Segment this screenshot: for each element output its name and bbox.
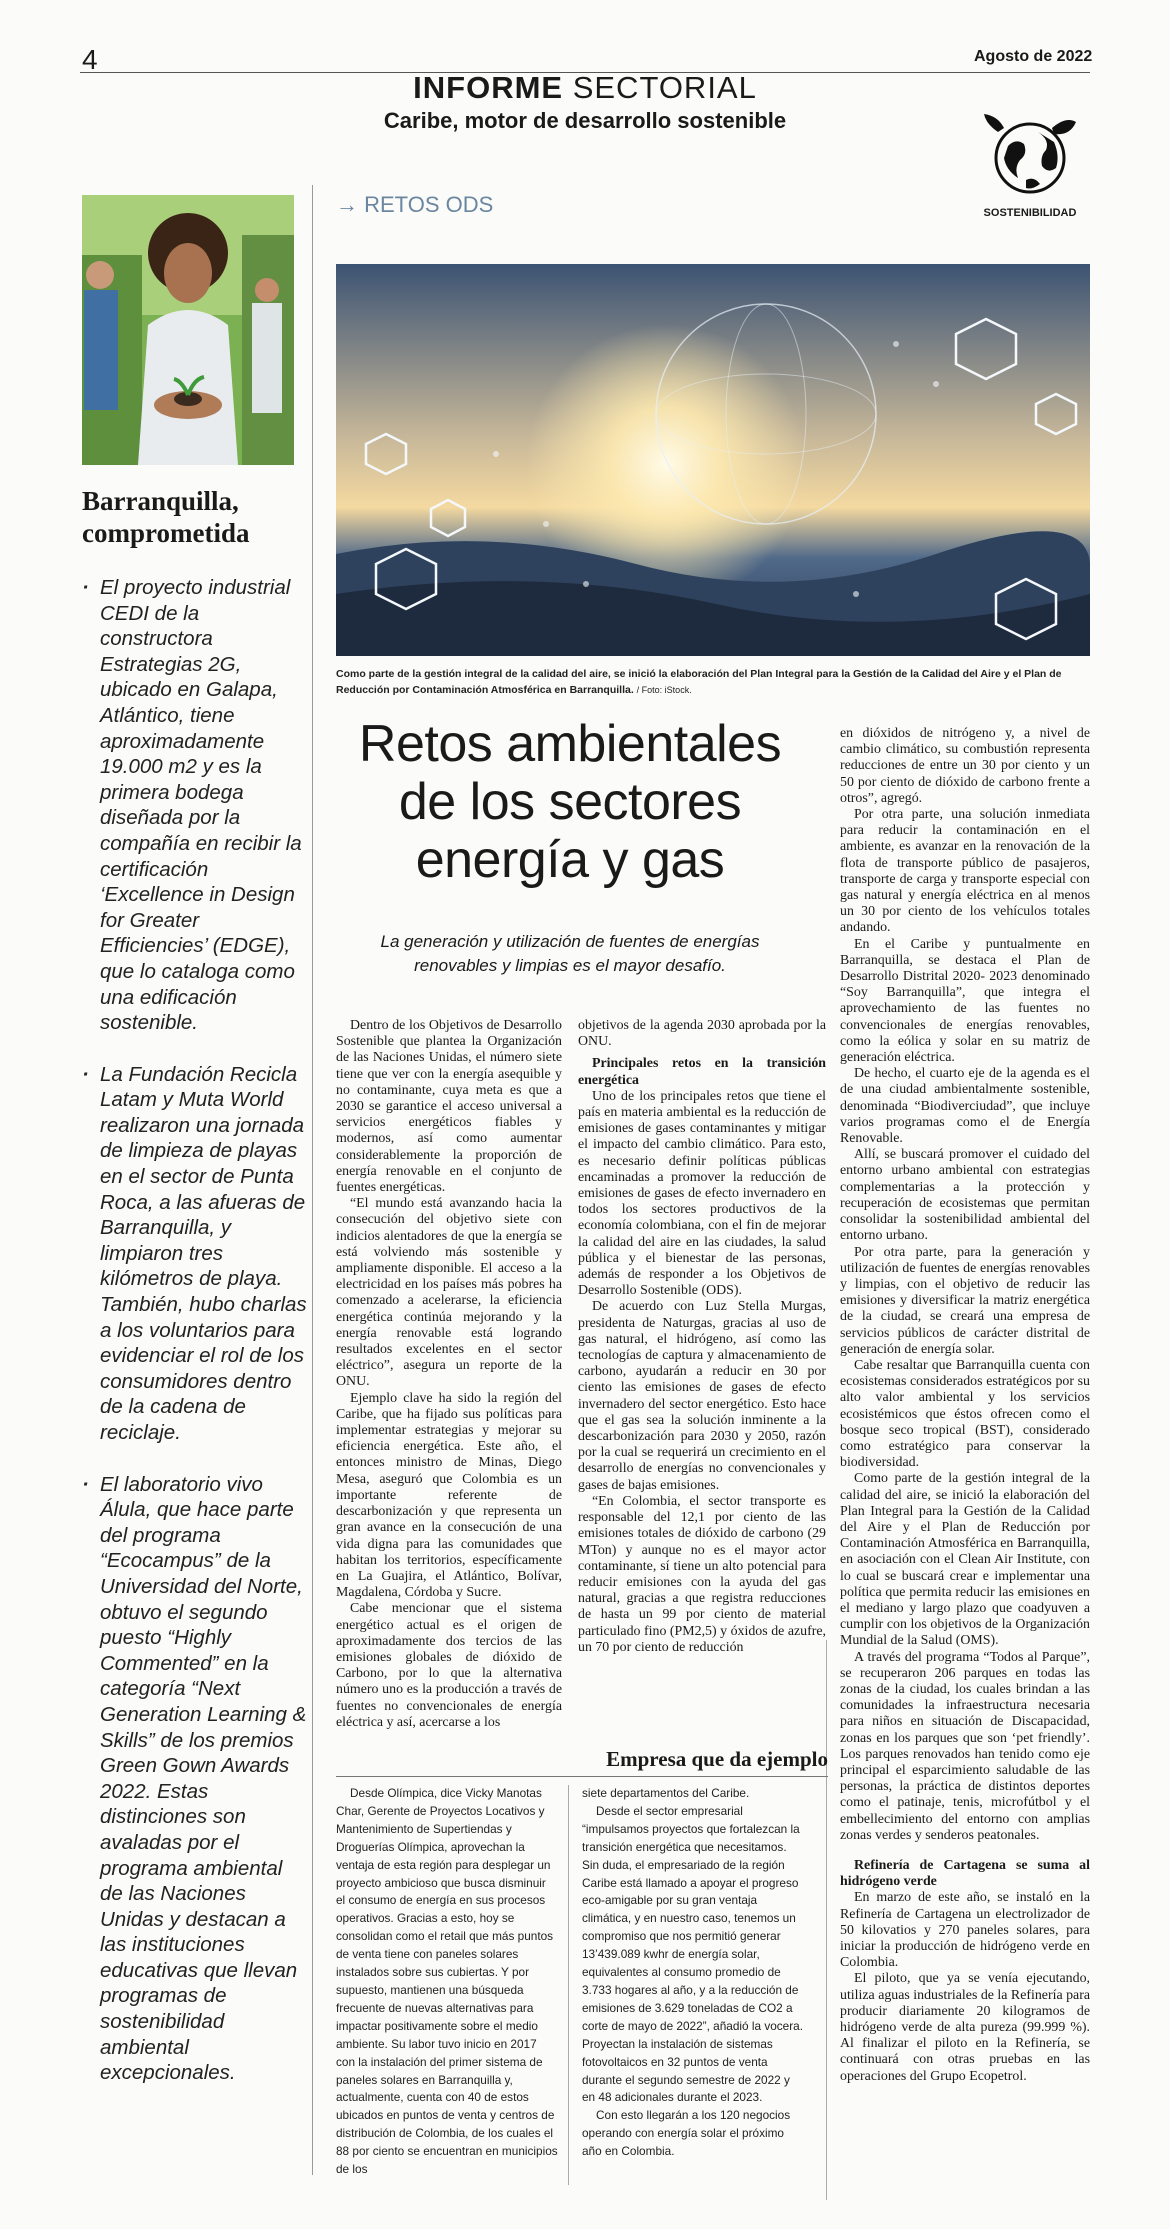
paragraph: Desde el sector empresarial “impulsamos proyectos que fortalezcan la transición energética que necesitamos. Sin duda, el empresariado de la región Caribe está llamado a apoyar el progreso eco-amigable por su gran ventaja climática, y en nuestro caso, tenemos un compromiso que nos permitió generar 13’439.089 kwhr de energía solar, equivalentes al consumo promedio de 3.733 hogares al año, y a la reducción de emisiones de 3.629 toneladas de CO2 a corte de mayo de 2022”, añadió la vocera. Proyectan la instalación de sistemas fotovoltaicos en 32 puntos de venta durante el segundo semestre de 2022 y en 48 adicionales durante el 2023. [582,1803,804,2105]
paragraph: Con esto llegarán a los 120 negocios operando con energía solar el próximo año en Colombia. [582,2108,791,2159]
box-rule [336,1776,828,1777]
main-photo [336,264,1090,656]
sidebar-photo [82,195,294,465]
paragraph: De hecho, el cuarto eje de la agenda es el de una ciudad ambientalmente sostenible, denominada “Biodiverciudad”, que incluye varios programas como el de Energía Renovable. [840,1066,1090,1147]
issue-date: Agosto de 2022 [974,48,1093,65]
sidebar-item: · El laboratorio vivo Álula, que hace parte del programa “Ecocampus” de la Universidad del Norte, obtuvo el segundo puesto “Highly Commented” en la categoría “Next Generation Learning & Skills” de los premios Green Gown Awards 2022. Estas distinciones son avaladas por el programa ambiental de las Naciones Unidas y destacan a las instituciones educativas que llevan programas de sostenibilidad ambiental excepcionales. [82,1472,310,2086]
paragraph: Ejemplo clave ha sido la región del Caribe, que ha fijado sus políticas para implementar estrategias y mejorar su eficiencia energética. Este año, el entonces ministro de Minas, Diego Mesa, aseguró que Colombia es un importante referente de descarbonización y que representa un gran avance en la consecución de una vida digna para las comunidades que habitan los territorios, específicamente en La Guajira, el Atlántico, Bolívar, Magdalena, Córdoba y Sucre. [336,1390,562,1601]
paragraph: en dióxidos de nitrógeno y, a nivel de cambio climático, su combustión representa reducciones de entre un 30 por ciento y un 50 por ciento de dióxido de carbono frente a otros”, agregó. [840,726,1090,806]
paragraph: En el Caribe y puntualmente en Barranquilla, se destaca el Plan de Desarrollo Distrital 2020- 2023 denominado “Soy Barranquilla”, que integra el aprovechamiento de las fuentes no convencionales de energías renovables, como la eólica y solar en su matriz de generación eléctrica. [840,936,1090,1066]
article-column-3 [840,726,1090,2206]
section-title [0,70,1170,106]
article-kicker: → RETOS ODS [336,192,494,217]
sidebar-item: · El proyecto industrial CEDI de la constructora Estrategias 2G, ubicado en Galapa, Atlántico, tiene aproximadamente 19.000 m2 y es la primera bodega diseñada por la compañía en recibir la certificación ‘Excellence in Design for Greater Efficiencies’ (EDGE), que lo cataloga como una edificación sostenible. [82,575,310,1036]
earth-leaf-icon [980,110,1080,200]
paragraph: “El mundo está avanzando hacia la consecución del objetivo siete con indicios alentadores de que la energía se está volviendo más sostenible y ampliamente disponible. El acceso a la electricidad en los países más pobres ha comenzado a acelerarse, la eficiencia energética continúa mejorando y la energía renovable está logrando resultados excelentes en el sector eléctrico”, asegura un reporte de la ONU. [336,1196,562,1390]
badge-label: SOSTENIBILIDAD [983,207,1077,219]
caption-credit: / Foto: iStock. [636,685,692,695]
paragraph: Dentro de los Objetivos de Desarrollo Sostenible que plantea la Organización de las Naciones Unidas, el número siete tiene que ver con la energía asequible y no contaminante, cuya meta es que a 2030 se garantice el acceso universal a servicios energéticos fiables y modernos, así como aumentar considerablemente la proporción de energía renovable en el conjunto de fuentes energéticas. [336,1018,562,1196]
article-column-1 [336,1018,562,1730]
sidebar-divider [312,185,313,2175]
paragraph: Uno de los principales retos que tiene el país en materia ambiental es la reducción de emisiones de gases contaminantes y mitigar el impacto del cambio climático. Para esto, es necesario definir políticas públicas encaminadas a promover la reducción de emisiones de gases de efecto invernadero en todos los sectores productivos de la economía colombiana, con el fin de mejorar la calidad del aire en las ciudades, la salud pública y el bienestar de las personas, además de responder a los Objetivos de Desarrollo Sostenible (ODS). [578,1088,826,1299]
article-deck: La generación y utilización de fuentes de energías renovables y limpias es el mayor desafío. [380,932,760,975]
paragraph: Como parte de la gestión integral de la calidad del aire, se inició la elaboración del Plan Integral para la Gestión de la Calidad del Aire y el Plan de Reducción por Contaminación Atmosférica en Barranquilla, en asociación con el Clean Air Institute, con lo cual se buscará crear e implementar una política que permita reducir las emisiones en el mediano y largo plazo que coadyuven a cumplir con los objetivos de la Organización Mundial de la Salud (OMS). [840,1471,1090,1649]
page-number: 4 [82,44,98,75]
paragraph: “En Colombia, el sector transporte es responsable del 12,1 por ciento de las emisiones totales de dióxido de carbono (29 MTon) y aunque no es el mayor actor contaminante, sí tiene un alto potencial para reducir emisiones con la ayuda del gas natural, gracias a que registra reducciones de hasta un 99 por ciento de material particulado fino (PM2,5) y óxidos de azufre, un 70 por ciento de reducción [578,1493,826,1655]
paragraph: Cabe resaltar que Barranquilla cuenta con ecosistemas considerados estratégicos por su alto valor ambiental y los servicios ecosistémicos que éstos ofrecen como el bosque seco tropical (BST), considerado como estratégico para conservar la biodiversidad. [840,1357,1090,1471]
box-divider [826,1640,827,2200]
photo-caption [336,666,1088,698]
paragraph: El piloto, que ya se venía ejecutando, utiliza aguas industriales de la Refinería para producir diariamente 20 kilogramos de hidrógeno verde de alta pureza (99.999 %). Al finalizar el piloto en la Refinería, se continuará con otras pruebas en las operaciones del Grupo Ecopetrol. [840,1971,1090,2084]
paragraph: siete departamentos del Caribe. [582,1786,750,1800]
article-column-2 [578,1018,826,1678]
box-column-2 [582,1785,804,2195]
box-title: Empresa que da ejemplo [606,1747,828,1771]
box-column-1 [336,1785,558,2195]
paragraph: En marzo de este año, se instaló en la Refinería de Cartagena un electrolizador de 50 kilovatios y 270 paneles solares, para iniciar la producción de hidrógeno verde en Colombia. [840,1890,1090,1971]
section-title-light: SECTORIAL [572,70,757,105]
subheading: Refinería de Cartagena se suma al hidrógeno verde [840,1858,1090,1890]
paragraph: De acuerdo con Luz Stella Murgas, presidenta de Naturgas, gracias al uso de gas natural, el hidrógeno, así como las tecnologías de captura y almacenamiento de carbono, ayudarán a reducir en 30 por ciento las emisiones de gases de efecto invernadero del sector energético. Esto hace que el gas sea la solución inminente a la descarbonización para 2030 y 2050, razón por la cual se requerirá un crecimiento en el desarrollo de energías no convencionales y gases de bajas emisiones. [578,1299,826,1493]
paragraph: objetivos de la agenda 2030 aprobada por la ONU. [578,1018,826,1050]
paragraph: Allí, se buscará promover el cuidado del entorno urbano ambiental con estrategias complementarias a la protección y recuperación de ecosistemas que permitan consolidar la sostenibilidad ambiental del entorno urbano. [840,1147,1090,1244]
subheading: Principales retos en la transición energética [578,1056,826,1088]
paragraph: Por otra parte, para la generación y utilización de fuentes de energías renovables y limpias, con el objetivo de reducir las emisiones y diversificar la matriz energética de la ciudad, se creará una empresa de servicios públicos de carácter distrital de generación de energía solar. [840,1244,1090,1357]
section-title-bold: INFORME [413,70,564,105]
sidebar-list [82,575,310,2112]
paragraph: A través del programa “Todos al Parque”, se recuperaron 206 parques en todas las zonas de la ciudad, los cuales brindan a las comunidades la infraestructura necesaria para niños en situación de Discapacidad, zonas en los parques que son ‘pet friendly’. Los parques renovados han tenido como eje principal el esparcimiento saludable de las personas, la práctica de distintos deportes como el patinaje, tenis, microfútbol y el embellecimiento del entorno con amplias zonas verdes y senderos peatonales. [840,1649,1090,1843]
paragraph: Desde Olímpica, dice Vicky Manotas Char, Gerente de Proyectos Locativos y Mantenimiento de Supertiendas y Droguerías Olímpica, aprovechan la ventaja de esta región para desplegar un proyecto ambicioso que busca disminuir el consumo de energía en sus procesos operativos. Gracias a esto, hoy se consolidan como el retail que más puntos de venta tiene con paneles solares instalados sobre sus cubiertas. Y por supuesto, mantienen una búsqueda frecuente de nuevas alternativas para impactar positivamente sobre el medio ambiente. Su labor tuvo inicio en 2017 con la instalación del primer sistema de paneles solares en Barranquilla y, actualmente, cuenta con 40 de estos ubicados en puntos de venta y centros de distribución de Colombia, de los cuales el 88 por ciento se encuentran en municipios de los [336,1786,558,2177]
paragraph: Cabe mencionar que el sistema energético actual es el origen de aproximadamente dos tercios de las emisiones globales de dióxido de Carbono, por lo que la alternativa número uno es la producción a través de fuentes no convencionales de energía eléctrica y así, acercarse a los [336,1601,562,1730]
section-subtitle: Caribe, motor de desarrollo sostenible [383,108,787,133]
sidebar-item: · La Fundación Recicla Latam y Muta World realizaron una jornada de limpieza de playas en el sector de Punta Roca, a las afueras de Barranquilla, y limpiaron tres kilómetros de playa. También, hubo charlas a los voluntarios para evidenciar el rol de los consumidores dentro de la cadena de reciclaje. [82,1062,310,1446]
box-column-divider [568,1785,569,2185]
article-headline: Retos ambientales de los sectores energía y gas [358,715,782,889]
caption-text: Como parte de la gestión integral de la calidad del aire, se inició la elaboración del Plan Integral para la Gestión de la Calidad del Aire y el Plan de Reducción por Contaminación Atmosférica en Barranquilla. [336,668,1062,696]
sustainability-badge [980,110,1080,219]
sidebar-title: Barranquilla, comprometida [82,486,250,548]
paragraph: Por otra parte, una solución inmediata para reducir la contaminación en el ambiente, es avanzar en la renovación de la flota de transporte público de pasajeros, transporte de carga y transporte especial con gas natural y energía eléctrica en al menos un 30 por ciento de los vehículos totales andando. [840,807,1090,936]
